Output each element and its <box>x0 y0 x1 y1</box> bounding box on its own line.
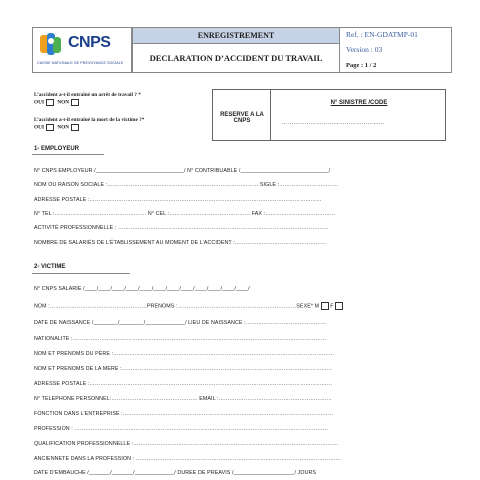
field-profession[interactable]: PROFESSION : …………………………………………………………………………………………………………………………… <box>34 426 329 432</box>
field-embauche-preavis[interactable]: DATE D’EMBAUCHE /_______/_______/_____________/ DUREE DE PREAVIS /____________________/ JOURS <box>34 470 317 476</box>
field-cnps-employeur[interactable]: N° CNPS EMPLOYEUR /_____________________________/ N° CONTRIBUABLE /_____________________________/ <box>34 168 331 174</box>
checkbox-sex-f[interactable] <box>335 302 343 310</box>
sinistre-field[interactable]: ……………………………………………… <box>282 120 385 126</box>
field-telephones-employeur[interactable]: N° TEL :…………………………………………… N° CEL :……………………………………… FAX :………………………………… <box>34 211 336 217</box>
field-mere[interactable]: NOM ET PRENOMS DE LA MERE :……………………………………………………………………………………………………… <box>34 366 333 372</box>
sex-f-label: F <box>330 303 334 310</box>
reference: Ref. : EN-GDATMP-01 <box>346 30 418 39</box>
sinistre-label: N° SINISTRE /CODE <box>330 100 388 106</box>
question-arret: L’accident a-t-il entraîné un arrêt de travail ? * <box>34 92 141 98</box>
sex-m-label: M <box>314 303 320 310</box>
section-employeur-underline <box>32 154 104 155</box>
logo-text: CNPS <box>68 34 111 51</box>
checkbox-arret-non[interactable] <box>71 99 79 106</box>
checkbox-arret-oui[interactable] <box>46 99 54 106</box>
field-fonction[interactable]: FONCTION DANS L’ENTREPRISE :……………………………………………………………………………………………………… <box>34 411 334 417</box>
field-naissance[interactable]: DATE DE NAISSANCE /________/________/_____________/ LIEU DE NAISSANCE :……………………………………… <box>34 320 327 326</box>
field-nationalite[interactable]: NATIONALITE :…………………………………………………………………………………………………………………………… <box>34 336 327 342</box>
nom-prenoms-text: NOM :………………………………………………PRENOMS :…………………………………………………………SEXE* <box>34 303 313 310</box>
section-victime-title: 2- VICTIME <box>34 264 66 270</box>
field-anciennete[interactable]: ANCIENNETE DANS LA PROFESSION : …………………………………………………………………………………………………… <box>34 456 341 462</box>
answer-no-label: NON <box>57 99 70 106</box>
field-pere[interactable]: NOM ET PRENOMS DU PÈRE :…………………………………………………………………………………………………………… <box>34 351 335 357</box>
field-nombre-salaries[interactable]: NOMBRE DE SALARIÉS DE L’ÉTABLISSEMENT AU MOMENT DE L’ACCIDENT :…………………………………………… <box>34 240 327 246</box>
field-raison-sociale[interactable]: NOM OU RAISON SOCIALE :………………………………………………………………………… SIGLE :…………………………… <box>34 182 339 188</box>
field-adresse-employeur[interactable]: ADRESSE POSTALE :………………………………………………………………………………………………………………… <box>34 197 322 203</box>
question-arret-options <box>34 99 81 106</box>
section-employeur-title: 1- EMPLOYEUR <box>34 146 80 152</box>
field-cnps-salarie[interactable]: N° CNPS SALARIE /____/____/____/____/____/____/____/____/____/____/____/____/ <box>34 286 250 292</box>
checkbox-mort-non[interactable] <box>71 124 79 131</box>
answer-yes-label: OUI <box>34 124 45 131</box>
section-victime-underline <box>32 273 130 274</box>
question-mort-options <box>34 124 81 131</box>
field-nom-prenoms[interactable] <box>34 302 343 310</box>
question-mort: L’accident a-t-il entraîné la mort de la victime ?* <box>34 117 145 123</box>
field-telephone-email[interactable]: N° TELEPHONE PERSONNEL:………………………………………… EMAIL :……………………………………………………… <box>34 396 332 402</box>
checkbox-mort-oui[interactable] <box>46 124 54 131</box>
cnps-logo-icon <box>38 31 64 57</box>
document-title: DECLARATION D’ACCIDENT DU TRAVAIL <box>132 44 340 73</box>
version: Version : 03 <box>346 45 383 54</box>
answer-yes-label: OUI <box>34 99 45 106</box>
page-number: Page : 1 / 2 <box>346 62 377 69</box>
logo-subtitle: CAISSE NATIONALE DE PREVOYANCE SOCIALE <box>37 61 124 65</box>
field-adresse-victime[interactable]: ADRESSE POSTALE :……………………………………………………………………………………………………………………… <box>34 381 333 387</box>
answer-no-label: NON <box>57 124 70 131</box>
header-band: ENREGISTREMENT <box>132 27 340 44</box>
field-activite[interactable]: ACTIVITÉ PROFESSIONNELLE : ……………………………………………………………………………………………………… <box>34 225 329 231</box>
field-qualification[interactable]: QUALIFICATION PROFESSIONNELLE :…………………………………………………………………………………………………… <box>34 441 339 447</box>
reserve-label: RESERVE A LA CNPS <box>220 112 264 124</box>
checkbox-sex-m[interactable] <box>321 302 329 310</box>
reserve-divider <box>270 89 271 141</box>
